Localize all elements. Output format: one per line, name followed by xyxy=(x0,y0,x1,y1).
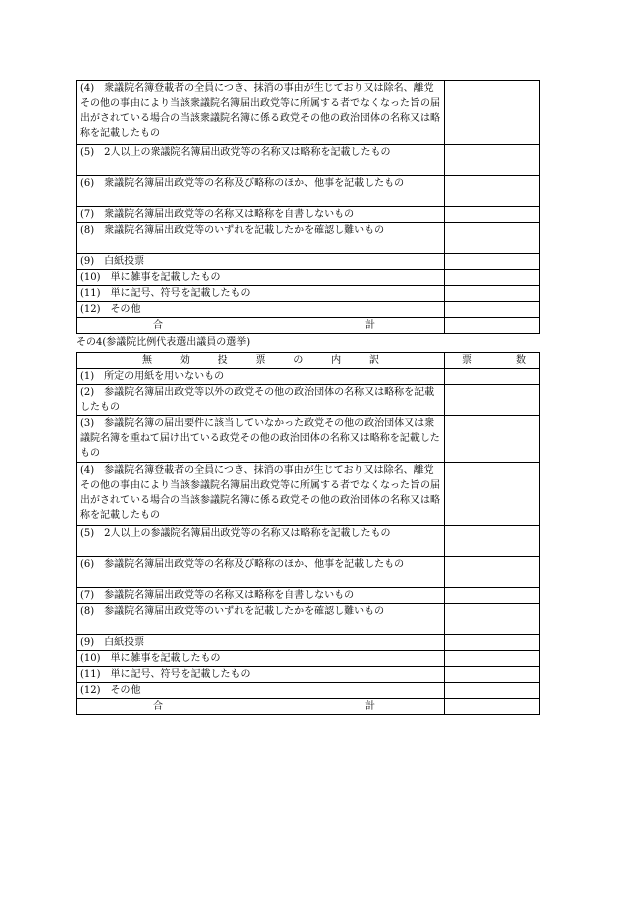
table-row xyxy=(77,286,540,302)
vote-count-cell xyxy=(445,369,540,385)
table-row xyxy=(77,223,540,254)
row-label: (10) 単に雑事を記載したもの xyxy=(77,270,445,286)
table-row xyxy=(77,604,540,635)
vote-count-cell xyxy=(445,416,540,463)
row-label: (6) 参議院名簿届出政党等の名称及び略称のほか、他事を記載したもの xyxy=(77,557,445,588)
table-row xyxy=(77,635,540,651)
vote-count-cell xyxy=(445,254,540,270)
vote-count-cell xyxy=(445,223,540,254)
vote-count-cell xyxy=(445,588,540,604)
table-row xyxy=(77,207,540,223)
vote-count-cell xyxy=(445,286,540,302)
table-row xyxy=(77,416,540,463)
row-label: (5) 2人以上の衆議院名簿届出政党等の名称又は略称を記載したもの xyxy=(77,145,445,176)
column-header-breakdown: 無 効 投 票 の 内 訳 xyxy=(142,355,379,366)
section-caption: その4(参議院比例代表選出議員の選挙) xyxy=(76,337,251,348)
row-label: (4) 衆議院名簿登載者の全員につき、抹消の事由が生じており又は除名、離党その他の事由により当該衆議院名簿届出政党等に所属する者でなくなった旨の届出がされている場合の当該衆議院名簿に係る政党その他の政治団体の名称又は略称を記載したもの xyxy=(77,81,445,145)
row-label: (12) その他 xyxy=(77,683,445,699)
row-label: (9) 白紙投票 xyxy=(77,254,445,270)
vote-count-cell xyxy=(445,667,540,683)
vote-count-cell xyxy=(445,604,540,635)
row-label: (1) 所定の用紙を用いないもの xyxy=(77,369,445,385)
vote-count-cell xyxy=(445,302,540,318)
table-row xyxy=(77,385,540,416)
vote-count-cell xyxy=(445,81,540,145)
vote-count-cell xyxy=(445,635,540,651)
vote-count-cell xyxy=(445,176,540,207)
table-row xyxy=(77,176,540,207)
total-label: 合 計 xyxy=(153,701,375,712)
row-label: (10) 単に雑事を記載したもの xyxy=(77,651,445,667)
row-label: (11) 単に記号、符号を記載したもの xyxy=(77,667,445,683)
row-label: (8) 参議院名簿届出政党等のいずれを記載したかを確認し難いもの xyxy=(77,604,445,635)
table-row xyxy=(77,683,540,699)
row-label: (7) 参議院名簿届出政党等の名称又は略称を自書しないもの xyxy=(77,588,445,604)
row-label: (9) 白紙投票 xyxy=(77,635,445,651)
vote-count-cell xyxy=(445,526,540,557)
total-count-cell xyxy=(445,699,540,715)
vote-count-cell xyxy=(445,270,540,286)
row-label: (8) 衆議院名簿届出政党等のいずれを記載したかを確認し難いもの xyxy=(77,223,445,254)
table-row xyxy=(77,651,540,667)
table-row xyxy=(77,302,540,318)
total-count-cell xyxy=(445,318,540,334)
table-row xyxy=(77,81,540,145)
vote-count-cell xyxy=(445,651,540,667)
vote-count-cell xyxy=(445,683,540,699)
table-row xyxy=(77,254,540,270)
table-house-of-councillors-invalid-votes xyxy=(76,352,540,715)
vote-count-cell xyxy=(445,463,540,526)
row-label: (12) その他 xyxy=(77,302,445,318)
table-row xyxy=(77,667,540,683)
table-row xyxy=(77,526,540,557)
total-row xyxy=(77,699,540,715)
row-label: (6) 衆議院名簿届出政党等の名称及び略称のほか、他事を記載したもの xyxy=(77,176,445,207)
row-label: (5) 2人以上の参議院名簿届出政党等の名称又は略称を記載したもの xyxy=(77,526,445,557)
vote-count-cell xyxy=(445,385,540,416)
table-row xyxy=(77,145,540,176)
total-label: 合 計 xyxy=(153,320,375,331)
table-row xyxy=(77,557,540,588)
table-house-of-representatives-invalid-votes xyxy=(76,80,540,334)
table-row xyxy=(77,270,540,286)
row-label: (3) 参議院名簿の届出要件に該当していなかった政党その他の政治団体又は衆議院名簿を重ねて届け出ている政党その他の政治団体の名称又は略称を記載したもの xyxy=(77,416,445,463)
table-row xyxy=(77,369,540,385)
table-row xyxy=(77,463,540,526)
row-label: (11) 単に記号、符号を記載したもの xyxy=(77,286,445,302)
total-row xyxy=(77,318,540,334)
row-label: (4) 参議院名簿登載者の全員につき、抹消の事由が生じており又は除名、離党その他の事由により当該参議院名簿届出政党等に所属する者でなくなった旨の届出がされている場合の当該参議院名簿に係る政党その他の政治団体の名称又は略称を記載したもの xyxy=(77,463,445,526)
vote-count-cell xyxy=(445,557,540,588)
row-label: (2) 参議院名簿届出政党等以外の政党その他の政治団体の名称又は略称を記載したもの xyxy=(77,385,445,416)
column-header-vote-count: 票 数 xyxy=(462,355,526,366)
vote-count-cell xyxy=(445,145,540,176)
row-label: (7) 衆議院名簿届出政党等の名称又は略称を自書しないもの xyxy=(77,207,445,223)
table-row xyxy=(77,588,540,604)
table-header-row xyxy=(77,353,540,369)
vote-count-cell xyxy=(445,207,540,223)
